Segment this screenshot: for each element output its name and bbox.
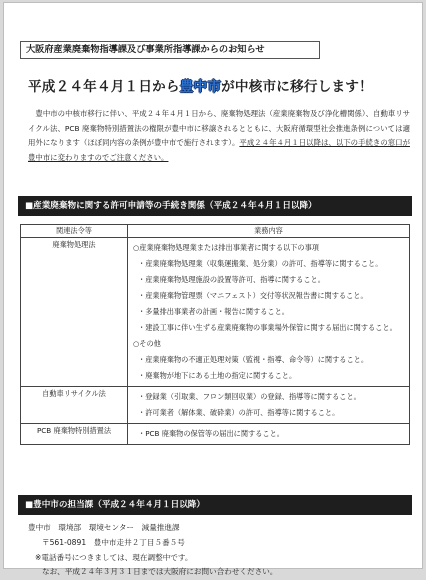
table-row [21,387,410,424]
table-header-row [21,225,410,238]
contact-address: 〒561-0891 豊中市走井２丁目５番５号 [42,537,185,547]
duty-line: ・産業廃棄物処理施設の設置等許可、指導に関すること。 [138,275,325,284]
headline-after: が中核市に移行します！ [221,79,373,95]
table-header-law: 関連法令等 [21,225,128,238]
intro-underlined-note: 平成２４年４月１日以降は、以下の手続きの窓口が豊中市に変わりますのでご注意ください。 [28,138,410,162]
duty-line: ・許可業者（解体業、破砕業）の許可、指導等に関すること。 [138,408,340,417]
duty-line: ・登録業（引取業、フロン類回収業）の登録、指導等に関すること。 [138,392,361,401]
duty-line: ・産業廃棄物の不適正処理対策（監視・指導、命令等）に関すること。 [138,355,369,364]
permits-table [20,224,410,445]
section-header-permits: ■産業廃棄物に関する許可申請等の手続き関係（平成２４年４月１日以降） [18,196,412,216]
intro-text: 豊中市の中核市移行に伴い、平成２４年４月１日から、廃棄物処理法（産業廃棄物及び浄化槽関係）、自動車リサイクル法、PCB 廃棄物特別措置法の権限が豊中市に移譲されるとともに、大阪府循環型社会推進条例については適用外になります（ほぼ同内容の条例が豊中市で施行されます）。 [28,109,410,147]
contact-phone-note: ※電話番号につきましては、現在調整中です。 [35,552,193,562]
duty-line: ○産業廃棄物処理業または排出事業者に関する以下の事項 [133,243,319,252]
intro-paragraph [28,107,410,165]
duty-line: ・廃棄物が地下にある土地の指定に関すること。 [138,371,297,380]
section-header-contact: ■豊中市の担当課（平成２４年４月１日以降） [18,495,412,515]
headline-before: 平成２４年４月１日から [28,79,180,95]
duty-line: ・建設工事に伴い生ずる産業廃棄物の事業場外保管に関する届出に関すること。 [138,323,397,332]
table-row [21,424,410,445]
table-cell-law: 自動車リサイクル法 [21,387,128,424]
contact-department: 豊中市 環境部 環境センター 減量推進課 [28,523,180,532]
duty-line: ○その他 [133,339,161,348]
table-row [21,238,410,387]
duty-line: ・PCB 廃棄物の保管等の届出に関すること。 [138,429,284,438]
table-header-duties: 業務内容 [128,225,410,238]
headline-highlight-city: 豊中市 [179,79,222,95]
table-cell-duties [128,238,410,387]
headline [28,75,418,95]
contact-block [28,521,277,580]
duty-line: ・産業廃棄物管理票（マニフェスト）交付等状況報告書に関すること。 [138,291,368,300]
table-cell-duties [128,424,410,445]
table-cell-law: 廃棄物処理法 [21,238,128,387]
duty-line: ・産業廃棄物処理業（収集運搬業、処分業）の許可、指導等に関すること。 [138,259,383,268]
table-cell-duties [128,387,410,424]
notice-title: 大阪府産業廃棄物指導課及び事業所指導課からのお知らせ [20,41,320,59]
notice-page [3,2,423,577]
table-cell-law: PCB 廃棄物特別措置法 [21,424,128,445]
duty-line: ・多量排出事業者の計画・報告に関すること。 [138,307,289,316]
contact-inquiry-note: なお、平成２４年３月３１日までは大阪府にお問い合わせください。 [42,567,278,577]
